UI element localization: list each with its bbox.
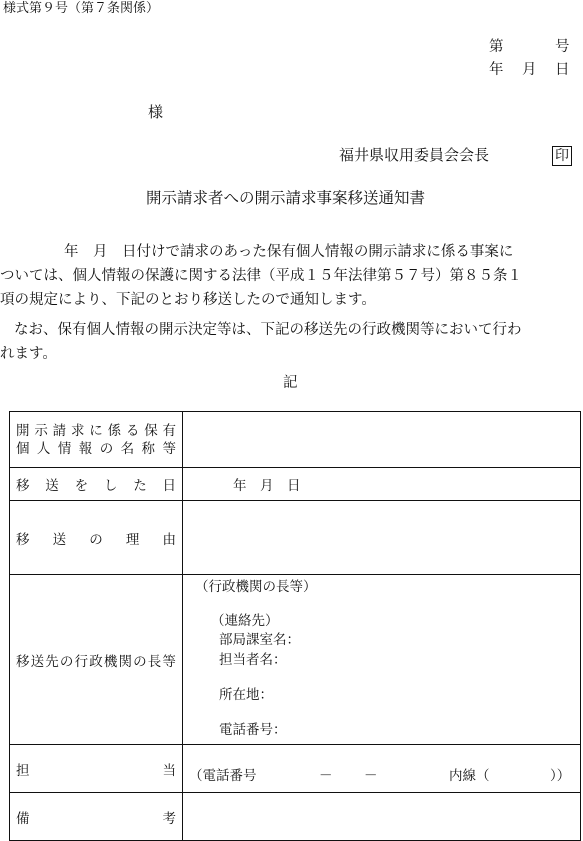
label-line <box>10 474 182 494</box>
paragraph1-line1: 年 月 日付けで請求のあった保有個人情報の開示請求に係る事案に <box>64 244 514 260</box>
row-person-in-charge <box>10 745 581 793</box>
label-char: 先 <box>45 653 59 670</box>
person-label: 担当者名： <box>219 652 287 668</box>
label-char: 送 <box>30 653 45 670</box>
label-line <box>10 807 182 827</box>
date-year: 年 <box>489 62 504 78</box>
label-char: 個 <box>16 440 30 457</box>
label-line <box>10 650 182 670</box>
label-char: 名 <box>120 440 135 457</box>
sender-name: 福井県収用委員会会長 <box>339 146 490 164</box>
label-char: 担 <box>16 762 30 779</box>
label-line <box>10 440 182 458</box>
row-transfer-date <box>10 468 581 501</box>
seal-mark <box>552 146 572 166</box>
label-char: 等 <box>162 440 176 457</box>
label-remarks <box>10 793 183 841</box>
label-char: 行 <box>74 653 89 670</box>
phone-dash-1: － <box>319 767 333 784</box>
agency-head-label: （行政機関の長等） <box>195 579 317 595</box>
label-char: 人 <box>36 440 51 457</box>
transfer-details-table <box>9 411 581 841</box>
label-char: 保 <box>144 422 158 439</box>
label-char: 移 <box>16 478 30 494</box>
label-char: 係 <box>107 422 122 439</box>
address-label: 所在地： <box>219 687 273 703</box>
label-char: 当 <box>162 762 176 779</box>
label-char: の <box>59 653 74 670</box>
label-char: の <box>133 653 147 670</box>
label-char: 備 <box>16 810 30 827</box>
date-month: 月 <box>522 62 537 78</box>
doc-number-go: 号 <box>555 39 570 55</box>
paragraph1-line2: ついては、個人情報の保護に関する法律（平成１５年法律第５７号）第８５条１ <box>0 268 522 284</box>
label-char: 送 <box>45 478 59 494</box>
row-remarks <box>10 793 581 841</box>
label-char: 移 <box>16 653 30 670</box>
label-person-in-charge <box>10 745 183 793</box>
date-day: 日 <box>555 62 570 78</box>
label-char: 請 <box>52 422 67 439</box>
value-information-name[interactable] <box>183 412 581 468</box>
label-char: を <box>74 478 89 494</box>
label-char: 開 <box>16 422 30 439</box>
document-title: 開示請求者への開示請求事案移送通知書 <box>146 189 426 207</box>
label-line <box>10 422 182 440</box>
contact-label: （連絡先） <box>211 613 279 629</box>
seal-text: 印 <box>552 146 572 166</box>
paragraph1-line3: 項の規定により、下記のとおり移送したので通知します。 <box>0 292 376 308</box>
label-char: し <box>103 478 118 494</box>
label-char: 日 <box>162 478 176 494</box>
ki-heading: 記 <box>283 375 298 391</box>
value-remarks[interactable] <box>183 793 581 841</box>
label-char: 政 <box>89 653 103 670</box>
label-char: の <box>89 531 103 548</box>
label-char: 考 <box>162 810 176 827</box>
label-char: 等 <box>162 653 176 670</box>
dept-label: 部局課室名： <box>219 632 300 648</box>
label-transfer-reason <box>10 501 183 575</box>
label-information-name <box>10 412 183 468</box>
phone-dash-2: － <box>364 767 378 784</box>
label-char: 情 <box>57 440 72 457</box>
label-char: る <box>125 422 140 439</box>
value-transfer-reason[interactable] <box>183 501 581 575</box>
extension-label: 内線（ <box>449 767 490 784</box>
doc-number-dai: 第 <box>489 39 504 55</box>
paragraph2-line2: れます。 <box>0 346 57 362</box>
value-transfer-date[interactable] <box>183 468 581 501</box>
label-line <box>10 528 182 548</box>
form-number-label: 様式第９号（第７条関係） <box>3 1 160 16</box>
label-char: 送 <box>52 531 67 548</box>
label-char: 有 <box>162 422 176 439</box>
value-person-in-charge[interactable] <box>183 745 581 793</box>
label-char: 報 <box>78 440 93 457</box>
row-transfer-reason <box>10 501 581 575</box>
label-transfer-date <box>10 468 183 501</box>
transfer-date-placeholder: 年 月 日 <box>233 478 301 494</box>
paragraph2-line1: なお、保有個人情報の開示決定等は、下記の移送先の行政機関等において行わ <box>14 322 522 338</box>
label-char: 移 <box>16 531 30 548</box>
phone-open: （電話番号 <box>189 767 257 784</box>
paragraph-transfer-notice <box>0 240 583 312</box>
label-line <box>10 759 182 779</box>
label-char: 長 <box>147 653 162 670</box>
label-char: に <box>89 422 103 439</box>
phone-label: 電話番号： <box>219 722 287 738</box>
label-char: 由 <box>162 531 176 548</box>
addressee-suffix: 様 <box>148 103 164 121</box>
label-char: 機 <box>103 653 118 670</box>
label-char: た <box>133 478 147 494</box>
row-information-name <box>10 412 581 468</box>
label-char: の <box>99 440 114 457</box>
row-destination-agency <box>10 575 581 745</box>
extension-close: ）） <box>550 767 571 784</box>
label-destination-agency <box>10 575 183 745</box>
paragraph-disclosure-note <box>0 318 583 366</box>
label-char: 求 <box>70 422 85 439</box>
label-char: 理 <box>125 531 140 548</box>
label-char: 称 <box>141 440 156 457</box>
label-char: 関 <box>118 653 132 670</box>
value-destination-agency[interactable] <box>183 575 581 745</box>
label-char: 示 <box>34 422 48 439</box>
